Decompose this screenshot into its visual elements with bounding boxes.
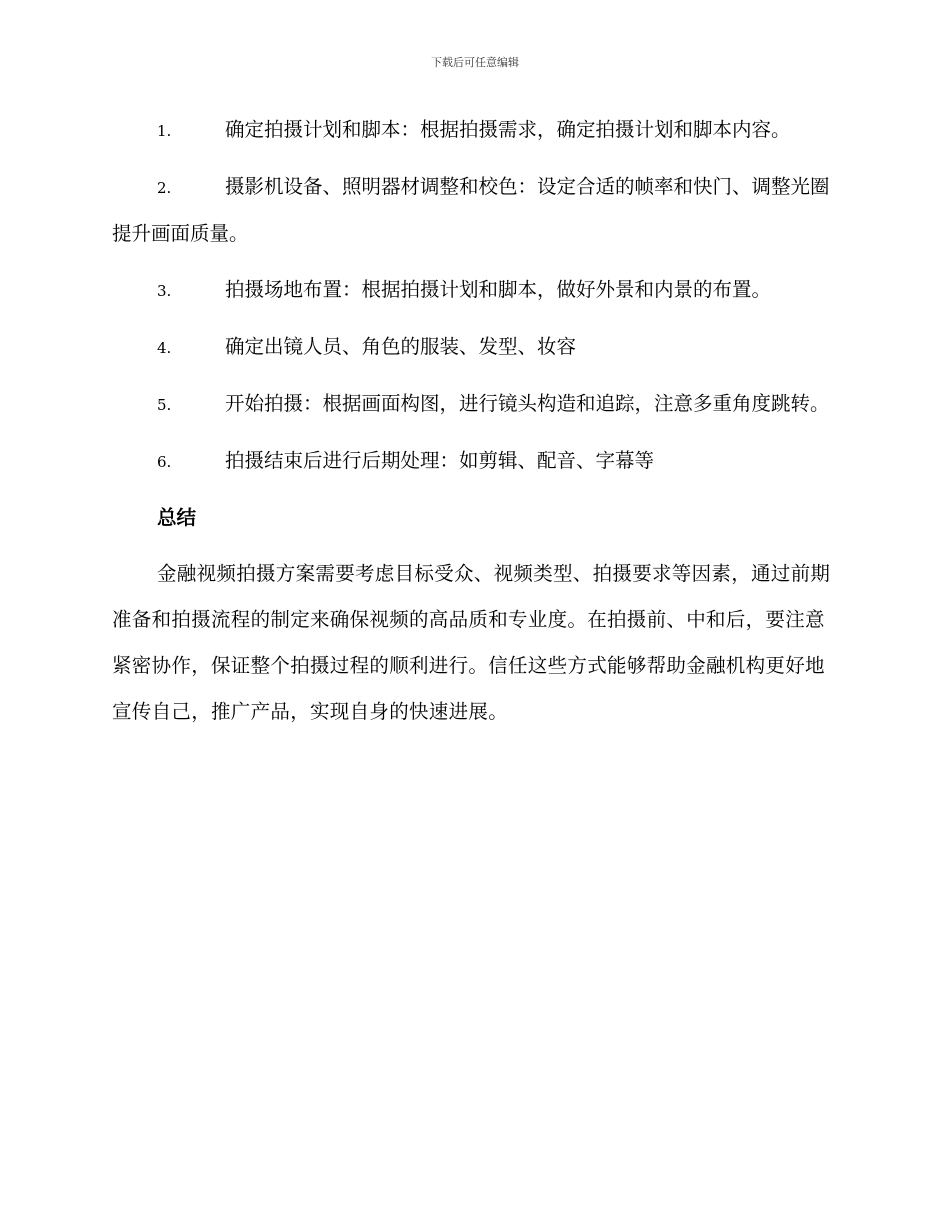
list-item-text: 开始拍摄：根据画面构图，进行镜头构造和追踪，注意多重角度跳转。 [225,392,830,415]
list-item [112,267,832,314]
header-note: 下载后可任意编辑 [431,56,519,69]
list-item [112,381,832,428]
list-item-text: 确定拍摄计划和脚本：根据拍摄需求，确定拍摄计划和脚本内容。 [225,118,791,141]
list-item-number: 5. [157,396,172,414]
list-item-number: 1. [157,122,172,140]
list-item-text: 拍摄场地布置：根据拍摄计划和脚本，做好外景和内景的布置。 [225,278,772,301]
document-body [112,107,832,735]
list-item [112,164,832,257]
list-item-number: 6. [157,453,172,471]
list-item-text: 摄影机设备、照明器材调整和校色：设定合适的帧率和快门、调整光圈提升画面质量。 [112,175,830,245]
summary-heading: 总结 [157,506,197,529]
list-item-number: 2. [157,179,172,197]
list-item-text: 拍摄结束后进行后期处理：如剪辑、配音、字幕等 [225,449,655,472]
list-item-text: 确定出镜人员、角色的服装、发型、妆容 [225,335,577,358]
list-item [112,324,832,371]
list-item-number: 4. [157,339,172,357]
list-item [112,438,832,485]
summary-paragraph: 金融视频拍摄方案需要考虑目标受众、视频类型、拍摄要求等因素，通过前期准备和拍摄流程的制定来确保视频的高品质和专业度。在拍摄前、中和后，要注意紧密协作，保证整个拍摄过程的顺利进行。信任这些方式能够帮助金融机构更好地宣传自己，推广产品，实现自身的快速进展。 [112,562,831,723]
list-item [112,107,832,154]
list-item-number: 3. [157,282,172,300]
